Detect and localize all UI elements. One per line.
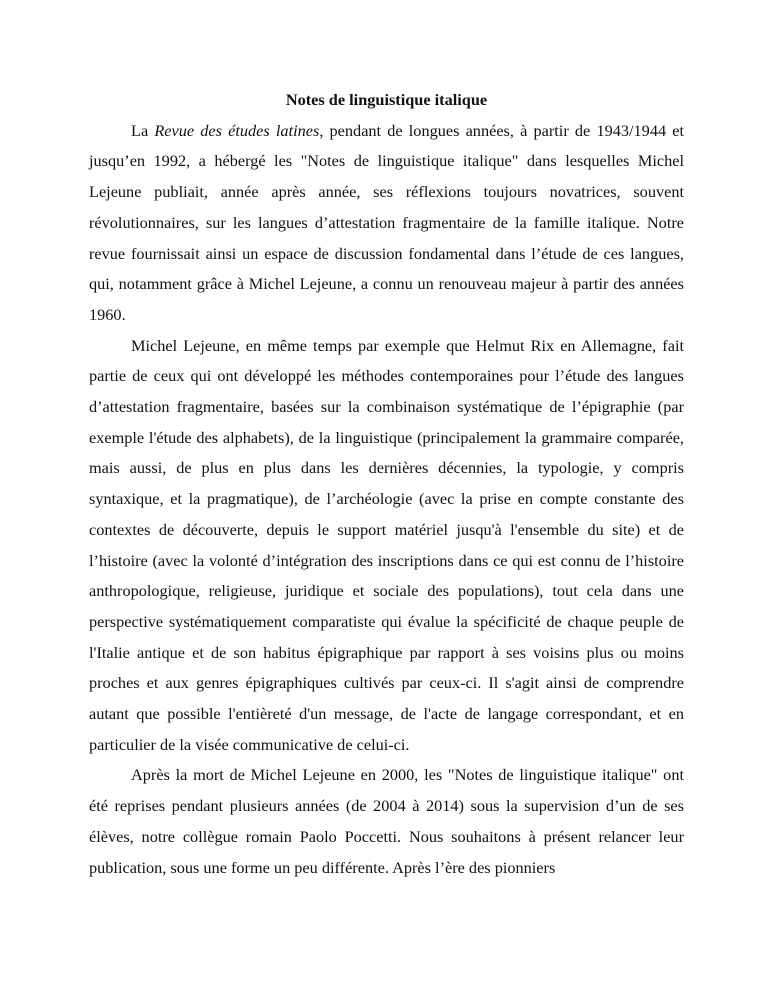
paragraph-1 (89, 116, 684, 331)
document-title: Notes de linguistique italique (285, 90, 488, 109)
paragraph-2: Michel Lejeune, en même temps par exemple que Helmut Rix en Allemagne, fait partie de ceux qui ont développé les méthodes contemporaines pour l’étude des langues d’attestation fragmentaire, basées sur la combinaison systématique de l’épigraphie (par exemple l'étude des alphabets), de la linguistique (principalement la grammaire comparée, mais aussi, de plus en plus dans les dernières décennies, la typologie, y compris syntaxique, et la pragmatique), de l’archéologie (avec la prise en compte constante des contextes de découverte, depuis le support matériel jusqu'à l'ensemble du site) et de l’histoire (avec la volonté d’intégration des inscriptions dans ce qui est connu de l’histoire anthropologique, religieuse, juridique et sociale des populations), tout cela dans une perspective systématiquement comparatiste qui évalue la spécificité de chaque peuple de l'Italie antique et de son habitus épigraphique par rapport à ses voisins plus ou moins proches et aux genres épigraphiques cultivés par ceux-ci. Il s'agit ainsi de comprendre autant que possible l'entièreté d'un message, de l'acte de langage correspondant, et en particulier de la visée communicative de celui-ci. (89, 335, 684, 754)
document-page (89, 85, 684, 883)
paragraph-3: Après la mort de Michel Lejeune en 2000, les "Notes de linguistique italique" ont été reprises pendant plusieurs années (de 2004 à 2014) sous la supervision d’un de ses élèves, notre collègue romain Paolo Poccetti. Nous souhaitons à présent relancer leur publication, sous une forme un peu différente. Après l’ère des pionniers (89, 765, 684, 877)
journal-title: Revue des études latines (154, 120, 320, 140)
paragraph-1-rest: , pendant de longues années, à partir de 1943/1944 et jusqu’en 1992, a hébergé les "Notes de linguistique italique" dans lesquelles Michel Lejeune publiait, année après année, ses réflexions toujours novatrices, souvent révolutionnaires, sur les langues d’attestation fragmentaire de la famille italique. Notre revue fournissait ainsi un espace de discussion fondamental dans l’étude de ces langues, qui, notamment grâce à Michel Lejeune, a connu un renouveau majeur à partir des années 1960. (89, 120, 685, 324)
paragraph-1-start: La (131, 120, 155, 140)
